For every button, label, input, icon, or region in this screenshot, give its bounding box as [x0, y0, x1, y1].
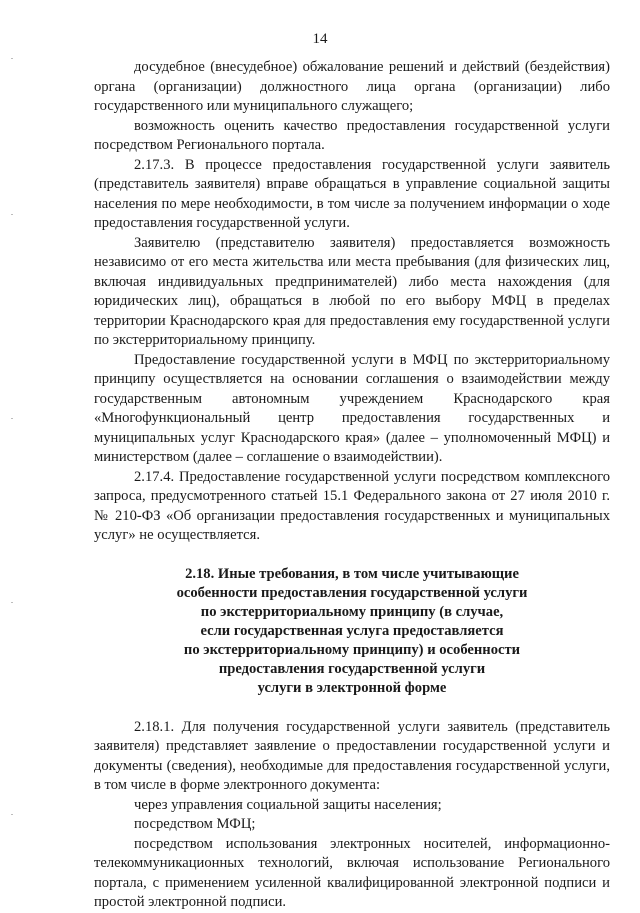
scan-mark — [11, 418, 13, 419]
scan-mark — [11, 214, 13, 215]
heading-line: по экстерриториальному принципу) и особенности — [183, 641, 521, 658]
heading-line: по экстерриториальному принципу (в случае, — [200, 603, 504, 620]
page-number: 14 — [312, 31, 328, 47]
paragraph-via-social-protection: через управления социальной защиты населения; — [134, 796, 442, 813]
paragraph-via-electronic: посредством использования электронных носителей, информационно-телекоммуникационных технологий, включая использование Регионального портала, с применением усиленной квалифицированной электронной подписи и простой электронной подписи. — [94, 835, 610, 910]
paragraph-mfc-agreement: Предоставление государственной услуги в МФЦ по экстерриториальному принципу осуществляется на основании соглашения о взаимодействии между государственным автономным учреждением Краснодарского края «Многофункциональный центр предоставления государственных и муниципальных услуг Краснодарского края» (далее – уполномоченный МФЦ) и министерством (далее – соглашение о взаимодействии). — [94, 351, 610, 465]
paragraph-extraterritorial-right: Заявителю (представителю заявителя) предоставляется возможность независимо от его места жительства или места пребывания (для физических лиц, включая индивидуальных предпринимателей) либо места нахождения (для юридических лиц), обращаться в любой по его выбору МФЦ в пределах территории Краснодарского края для предоставления ему государственной услуги по экстерриториальному принципу. — [94, 234, 610, 348]
heading-line: особенности предоставления государственной услуги — [176, 584, 528, 601]
spacer — [94, 698, 610, 718]
paragraph-2-17-3: 2.17.3. В процессе предоставления государственной услуги заявитель (представитель заявителя) вправе обращаться в управление социальной защиты населения по мере необходимости, в том числе за получением информации о ходе предоставления государственной услуги. — [94, 156, 610, 231]
paragraph-2-17-4: 2.17.4. Предоставление государственной услуги посредством комплексного запроса, предусмотренного статьей 15.1 Федерального закона от 27 июля 2010 г. № 210-ФЗ «Об организации предоставления государственных и муниципальных услуг» не осуществляется. — [94, 468, 610, 543]
scan-mark — [11, 58, 13, 59]
heading-line: предоставления государственной услуги — [218, 660, 486, 677]
heading-line: услуги в электронной форме — [257, 679, 447, 696]
section-heading-2-18 — [94, 565, 610, 698]
paragraph-2-18-1: 2.18.1. Для получения государственной услуги заявитель (представитель заявителя) представляет заявление о предоставлении государственной услуги и документы (сведения), необходимые для предоставления государственной услуги, в том числе в форме электронного документа: — [94, 718, 610, 793]
paragraph-quality-assessment: возможность оценить качество предоставления государственной услуги посредством Регионального портала. — [94, 117, 610, 153]
heading-line: 2.18. Иные требования, в том числе учитывающие — [185, 565, 519, 582]
paragraph-via-mfc: посредством МФЦ; — [134, 816, 256, 832]
scan-mark — [11, 602, 13, 603]
heading-line: если государственная услуга предоставляется — [200, 622, 504, 639]
page-content — [94, 58, 610, 913]
paragraph-appeal: досудебное (внесудебное) обжалование решений и действий (бездействия) органа (организации) должностного лица органа (организации) либо государственного или муниципального служащего; — [94, 59, 610, 114]
scan-mark — [11, 814, 13, 815]
